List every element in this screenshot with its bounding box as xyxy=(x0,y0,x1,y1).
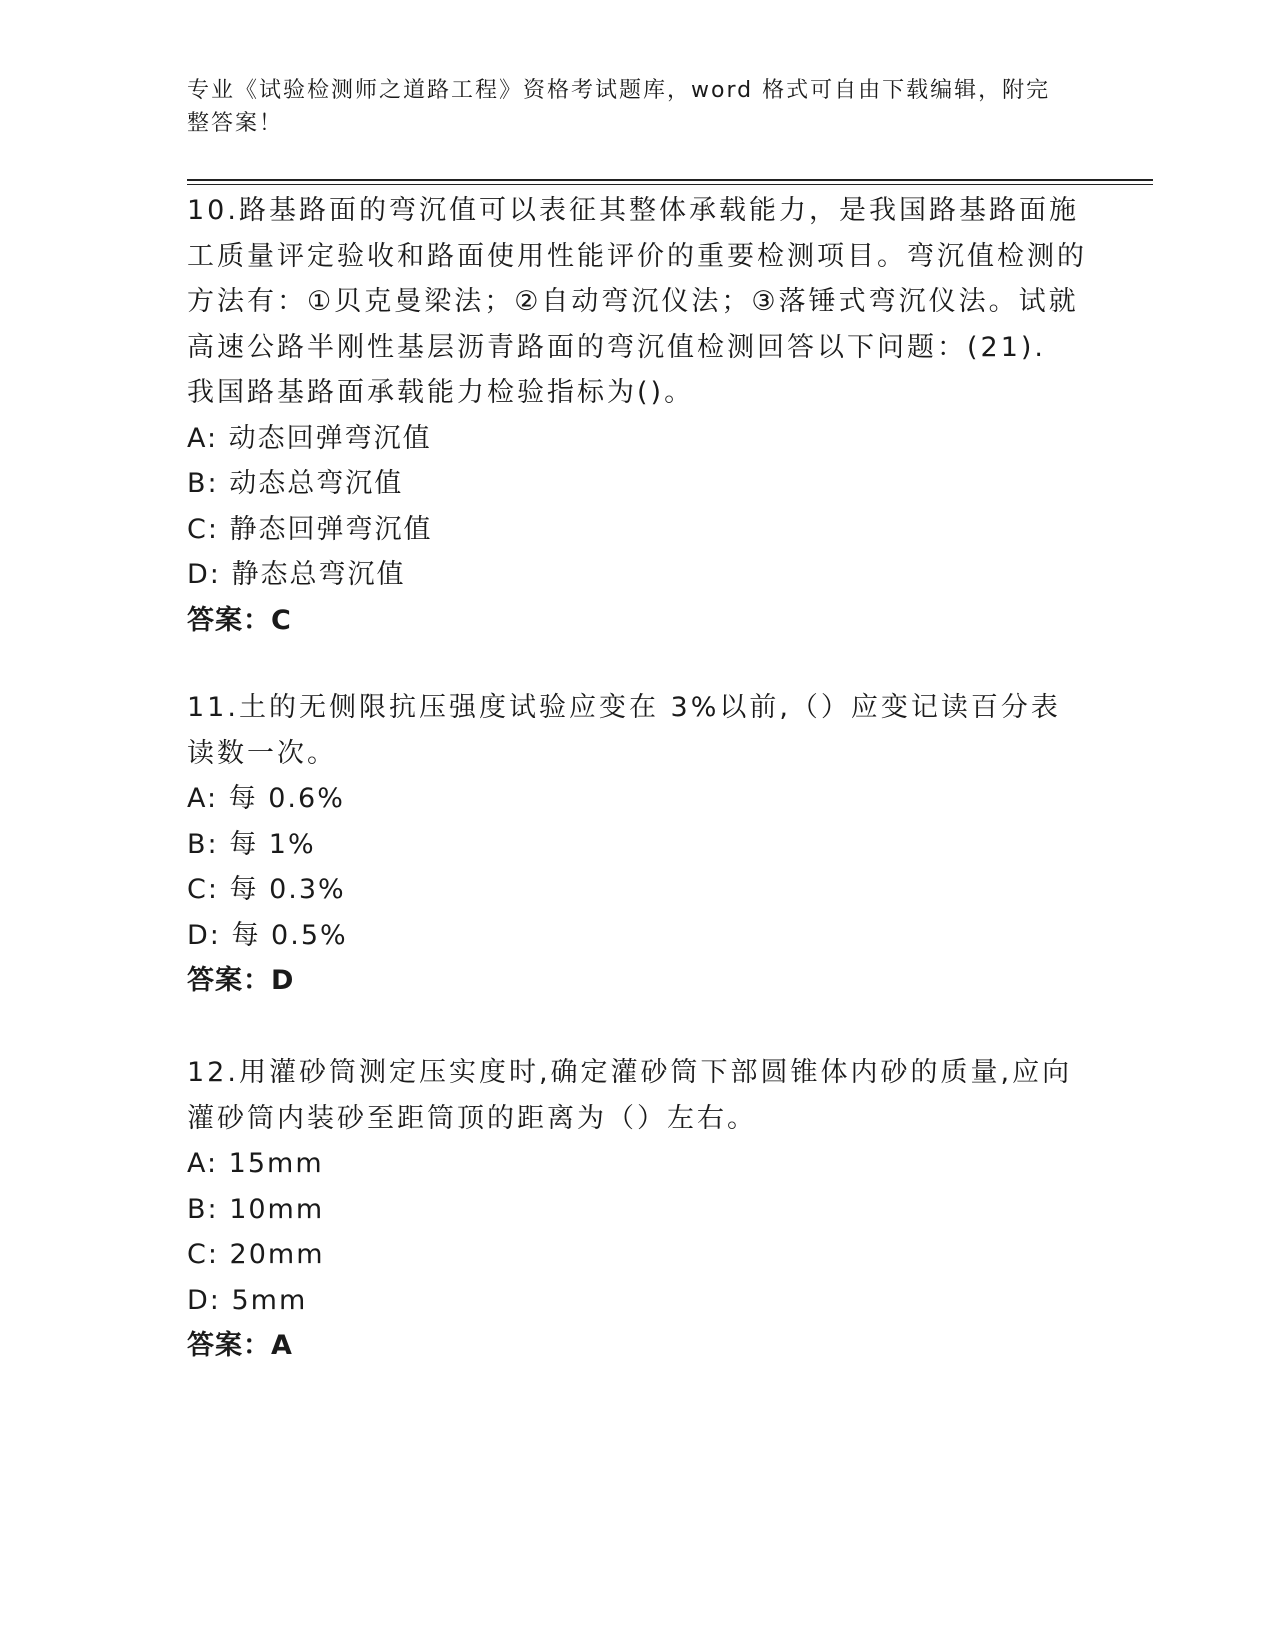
document-header: 专业《试验检测师之道路工程》资格考试题库，word 格式可自由下载编辑，附完整答案！ xyxy=(187,78,1051,136)
header-divider-thin xyxy=(187,184,1153,185)
question-stem: 11.土的无侧限抗压强度试验应变在 3%以前,（）应变记读百分表读数一次。 xyxy=(187,692,1061,769)
option-d: D: 静态总弯沉值 xyxy=(187,559,406,590)
answer: 答案：A xyxy=(187,1330,293,1361)
question-10 xyxy=(187,188,1087,643)
option-c: C: 20mm xyxy=(187,1239,325,1270)
option-a: A: 动态回弹弯沉值 xyxy=(187,422,432,454)
question-12 xyxy=(187,1050,1087,1369)
option-b: B: 10mm xyxy=(187,1193,325,1225)
option-a: A: 15mm xyxy=(187,1148,324,1179)
option-b: B: 每 1% xyxy=(187,828,316,860)
answer: 答案：C xyxy=(187,604,292,636)
option-a: A: 每 0.6% xyxy=(187,783,345,814)
option-d: D: 5mm xyxy=(187,1284,308,1316)
header-divider-thick xyxy=(187,179,1153,181)
option-c: C: 每 0.3% xyxy=(187,874,346,905)
answer: 答案：D xyxy=(187,965,295,996)
question-11 xyxy=(187,685,1087,1004)
option-d: D: 每 0.5% xyxy=(187,919,348,951)
question-stem: 12.用灌砂筒测定压实度时,确定灌砂筒下部圆锥体内砂的质量,应向灌砂筒内装砂至距筒顶的距离为（）左右。 xyxy=(187,1057,1073,1134)
option-c: C: 静态回弹弯沉值 xyxy=(187,513,433,545)
question-stem: 10.路基路面的弯沉值可以表征其整体承载能力，是我国路基路面施工质量评定验收和路面使用性能评价的重要检测项目。弯沉值检测的方法有：①贝克曼梁法；②自动弯沉仪法；③落锤式弯沉仪法。试就高速公路半刚性基层沥青路面的弯沉值检测回答以下问题：(21). 我国路基路面承载能力检验指标为()。 xyxy=(187,195,1087,408)
option-b: B: 动态总弯沉值 xyxy=(187,468,404,499)
